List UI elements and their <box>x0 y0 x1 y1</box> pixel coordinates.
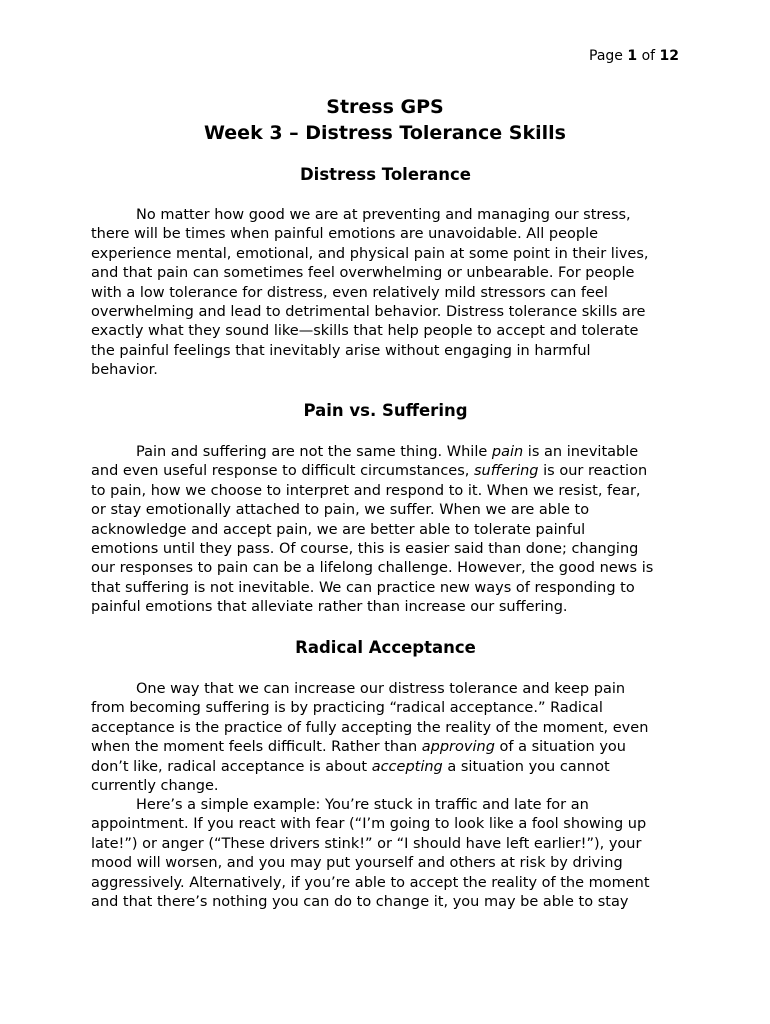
paragraph-distress-tolerance <box>91 206 680 381</box>
text-run: and even useful response to difficult circumstances, <box>91 463 474 480</box>
paragraph-line <box>91 443 680 462</box>
paragraph-line <box>91 738 680 757</box>
paragraph-line: No matter how good we are at preventing and managing our stress, <box>136 207 631 223</box>
paragraph-line: experience mental, emotional, and physical pain at some point in their lives, <box>91 245 649 262</box>
paragraph-line: currently change. <box>91 778 219 795</box>
page-of: of <box>641 48 656 64</box>
page-total: 12 <box>659 48 679 64</box>
emphasis-accepting: accepting <box>371 758 443 775</box>
paragraph-line: Here’s a simple example: You’re stuck in traffic and late for an <box>136 797 589 813</box>
section-heading-radical-acceptance: Radical Acceptance <box>295 638 476 657</box>
title-line-1: Stress GPS <box>326 96 444 118</box>
text-run: Pain and suffering are not the same thing. While <box>136 444 492 460</box>
paragraph-line: acceptance is the practice of fully accepting the reality of the moment, even <box>91 719 649 736</box>
title-line-2: Week 3 – Distress Tolerance Skills <box>204 122 566 144</box>
paragraph-line: painful emotions that alleviate rather than increase our suffering. <box>91 599 568 616</box>
paragraph-line: from becoming suffering is by practicing “radical acceptance.” Radical <box>91 700 603 717</box>
paragraph-line: or stay emotionally attached to pain, we suffer. When we are able to <box>91 502 590 519</box>
page-number <box>589 47 679 65</box>
section-heading-distress-tolerance: Distress Tolerance <box>299 165 471 184</box>
emphasis-approving: approving <box>421 739 495 756</box>
paragraph-pain-vs-suffering <box>91 443 680 618</box>
paragraph-line: acknowledge and accept pain, we are better able to tolerate painful <box>91 521 586 538</box>
text-run: don’t like, radical acceptance is about <box>91 758 372 775</box>
document-title <box>0 94 770 146</box>
paragraph-line: appointment. If you react with fear (“I’m going to look like a fool showing up <box>91 816 647 833</box>
paragraph-line: One way that we can increase our distress tolerance and keep pain <box>136 681 626 697</box>
paragraph-line <box>91 462 680 481</box>
paragraph-line: with a low tolerance for distress, even relatively mild stressors can feel <box>91 284 608 301</box>
section-heading-pain-vs-suffering: Pain vs. Suffering <box>303 401 468 420</box>
emphasis-suffering: suffering <box>474 463 539 480</box>
paragraph-line: aggressively. Alternatively, if you’re able to accept the reality of the moment <box>91 874 650 891</box>
page-current: 1 <box>627 48 638 64</box>
paragraph-line: overwhelming and lead to detrimental behavior. Distress tolerance skills are <box>91 304 646 321</box>
paragraph-line: behavior. <box>91 362 158 379</box>
paragraph-line: and that pain can sometimes feel overwhelming or unbearable. For people <box>91 265 635 282</box>
paragraph-line: to pain, how we choose to interpret and respond to it. When we resist, fear, <box>91 482 641 499</box>
paragraph-line: the painful feelings that inevitably arise without engaging in harmful <box>91 342 591 359</box>
paragraph-radical-acceptance-2 <box>91 796 680 912</box>
paragraph-line: emotions until they pass. Of course, this is easier said than done; changing <box>91 541 639 558</box>
page-word: Page <box>589 48 623 64</box>
text-run: when the moment feels difficult. Rather than <box>91 739 422 756</box>
paragraph-line: there will be times when painful emotions are unavoidable. All people <box>91 226 599 243</box>
paragraph-line: mood will worsen, and you may put yourself and others at risk by driving <box>91 855 623 872</box>
text-run: a situation you cannot <box>442 758 610 775</box>
text-run: of a situation you <box>494 739 626 756</box>
text-run: is our reaction <box>538 463 648 480</box>
paragraph-line: exactly what they sound like—skills that help people to accept and tolerate <box>91 323 639 340</box>
emphasis-pain: pain <box>491 444 524 460</box>
text-run: is an inevitable <box>523 444 639 460</box>
paragraph-line: our responses to pain can be a lifelong challenge. However, the good news is <box>91 560 654 577</box>
paragraph-line: that suffering is not inevitable. We can practice new ways of responding to <box>91 579 635 596</box>
paragraph-line: late!”) or anger (“These drivers stink!” or “I should have left earlier!”), your <box>91 835 642 852</box>
paragraph-line <box>91 758 680 777</box>
paragraph-line: and that there’s nothing you can do to change it, you may be able to stay <box>91 894 629 911</box>
paragraph-radical-acceptance-1 <box>91 680 680 796</box>
